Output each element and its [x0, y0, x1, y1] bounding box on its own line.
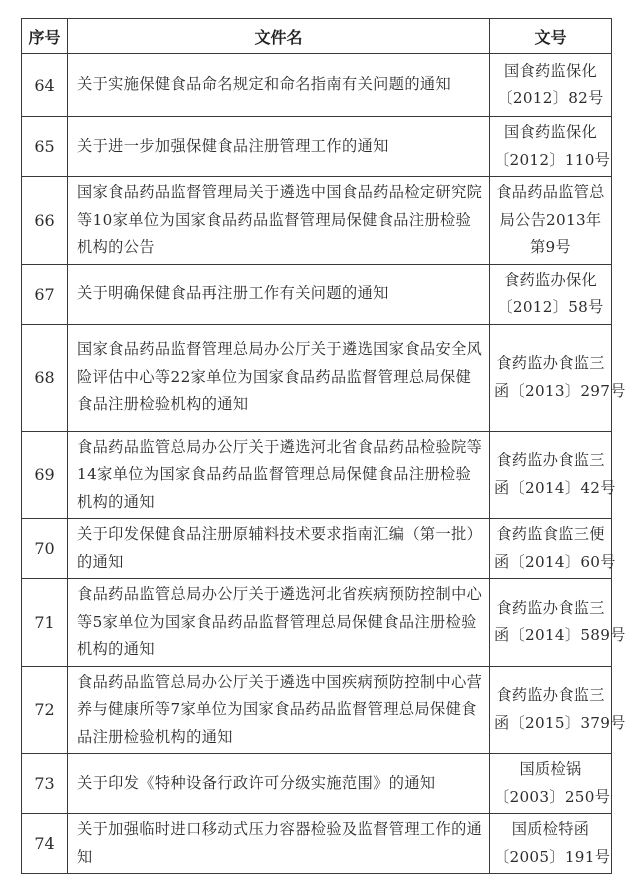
document-number-line: 国食药监保化 — [504, 123, 597, 141]
table-row — [22, 814, 612, 874]
row-document-number — [490, 754, 612, 814]
header-serial-number: 序号 — [22, 19, 68, 54]
row-document-number — [490, 54, 612, 117]
document-number-line: 国食药监保化 — [504, 61, 597, 80]
row-file-name: 食品药品监管总局办公厅关于遴选中国疾病预防控制中心营养与健康所等7家单位为国家食品药品监督管理总局保健食品注册检验机构的通知 — [68, 666, 490, 754]
document-number-line: 国质检锅 — [519, 760, 582, 778]
row-serial-number: 67 — [22, 264, 68, 324]
row-serial-number: 66 — [22, 177, 68, 265]
document-number-line: 国质检特函 — [511, 820, 590, 838]
document-number-line: 函〔2015〕379号 — [494, 713, 626, 732]
row-serial-number: 71 — [22, 579, 68, 667]
row-file-name: 关于印发《特种设备行政许可分级实施范围》的通知 — [68, 754, 490, 814]
row-serial-number: 64 — [22, 54, 68, 117]
table-row — [22, 54, 612, 117]
row-serial-number: 70 — [22, 519, 68, 579]
table-header-row — [22, 19, 612, 54]
row-serial-number: 72 — [22, 666, 68, 754]
document-number-line: 食药监办食监三 — [496, 451, 605, 470]
document-number-line: 食药监办食监三 — [496, 354, 605, 372]
document-number-line: 〔2012〕110号 — [494, 150, 611, 169]
document-number-line: 函〔2014〕42号 — [494, 478, 616, 497]
row-serial-number: 69 — [22, 431, 68, 519]
document-number-line: 〔2003〕250号 — [494, 787, 611, 806]
row-file-name: 国家食品药品监督管理局关于遴选中国食品药品检定研究院等10家单位为国家食品药品监督管理局保健食品注册检验机构的公告 — [68, 177, 490, 265]
table-row — [22, 579, 612, 667]
regulations-table — [21, 18, 626, 874]
row-file-name: 国家食品药品监督管理总局办公厅关于遴选国家食品安全风险评估中心等22家单位为国家食品药品监督管理总局保健食品注册检验机构的通知 — [68, 324, 490, 431]
row-document-number — [490, 324, 626, 431]
row-serial-number: 65 — [22, 117, 68, 177]
document-number-line: 食药监食监三便 — [496, 525, 605, 543]
header-file-name: 文件名 — [68, 19, 490, 54]
row-document-number — [490, 117, 612, 177]
document-number-line: 局公告2013年 — [499, 210, 602, 229]
table-row — [22, 754, 612, 814]
table-row — [22, 264, 612, 324]
row-serial-number: 74 — [22, 814, 68, 874]
row-document-number — [490, 666, 626, 754]
table-row — [22, 324, 612, 431]
row-document-number — [490, 579, 626, 667]
document-number-line: 〔2012〕58号 — [497, 298, 604, 316]
table-body — [22, 54, 626, 874]
document-number-line: 食药监办保化 — [504, 270, 597, 289]
table-row — [22, 117, 612, 177]
document-number-line: 函〔2014〕589号 — [494, 626, 626, 645]
table-row — [22, 177, 612, 265]
row-serial-number: 73 — [22, 754, 68, 814]
row-document-number — [490, 814, 612, 874]
document-number-line: 函〔2014〕60号 — [494, 552, 616, 571]
row-document-number — [490, 264, 612, 324]
row-document-number — [490, 431, 616, 519]
row-file-name: 食品药品监管总局办公厅关于遴选河北省食品药品检验院等14家单位为国家食品药品监督管理总局保健食品注册检验机构的通知 — [68, 431, 490, 519]
table-row — [22, 431, 612, 519]
row-file-name: 关于印发保健食品注册原辅料技术要求指南汇编（第一批）的通知 — [68, 519, 490, 579]
table-row — [22, 519, 612, 579]
header-document-number: 文号 — [490, 19, 612, 54]
row-serial-number: 68 — [22, 324, 68, 431]
row-file-name: 关于实施保健食品命名规定和命名指南有关问题的通知 — [68, 54, 490, 117]
row-file-name: 关于进一步加强保健食品注册管理工作的通知 — [68, 117, 490, 177]
document-number-line: 函〔2013〕297号 — [494, 381, 626, 400]
document-number-line: 第9号 — [530, 238, 571, 256]
document-number-line: 食药监办食监三 — [496, 598, 605, 617]
row-file-name: 关于加强临时进口移动式压力容器检验及监督管理工作的通知 — [68, 814, 490, 874]
document-number-line: 食品药品监管总 — [496, 183, 605, 201]
row-document-number — [490, 177, 612, 265]
document-number-line: 〔2012〕82号 — [497, 89, 604, 107]
document-number-line: 〔2005〕191号 — [494, 847, 611, 866]
document-number-line: 食药监办食监三 — [496, 686, 605, 705]
table-row — [22, 666, 612, 754]
row-file-name: 关于明确保健食品再注册工作有关问题的通知 — [68, 264, 490, 324]
row-file-name: 食品药品监管总局办公厅关于遴选河北省疾病预防控制中心等5家单位为国家食品药品监督管理总局保健食品注册检验机构的通知 — [68, 579, 490, 667]
row-document-number — [490, 519, 616, 579]
